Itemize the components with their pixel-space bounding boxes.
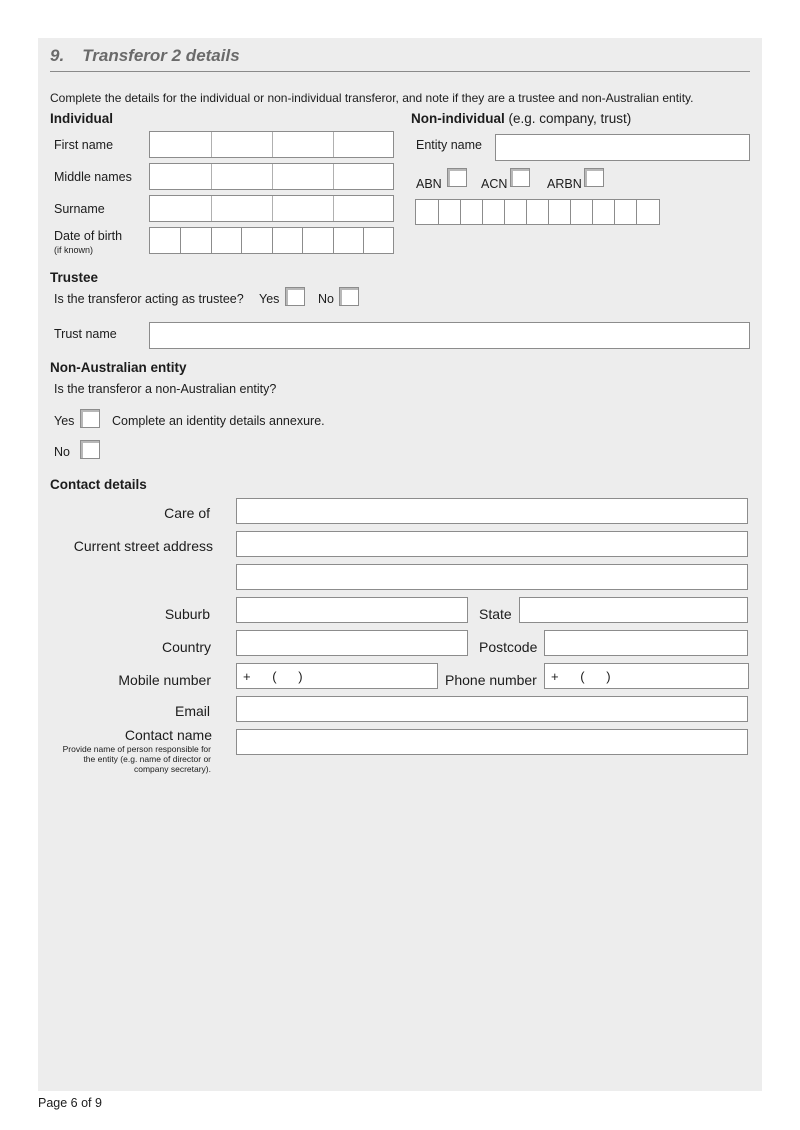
dob-label: Date of birth: [54, 229, 123, 243]
dob-field[interactable]: [149, 227, 394, 254]
section-number: 9.: [50, 46, 65, 65]
abn-acn-number-field[interactable]: [415, 199, 660, 225]
first-name-label: First name: [54, 138, 114, 152]
suburb-label: Suburb: [164, 606, 210, 622]
email-label: Email: [174, 703, 210, 719]
dob-note: (if known): [54, 245, 94, 255]
postcode-label: Postcode: [479, 639, 538, 655]
surname-label: Surname: [54, 202, 105, 216]
non-individual-heading-note: (e.g. company, trust): [504, 111, 632, 126]
non-australian-question: Is the transferor a non-Australian entity?: [54, 382, 277, 396]
contact-name-label: Contact name: [124, 727, 212, 743]
trustee-no-label: No: [318, 292, 334, 306]
state-field[interactable]: [519, 597, 748, 623]
abn-label: ABN: [416, 177, 442, 191]
contact-name-note: Provide name of person responsible for the entity (e.g. name of director or company secretary).: [62, 744, 211, 774]
entity-name-field[interactable]: [495, 134, 750, 161]
title-divider: [50, 71, 750, 72]
care-of-label: Care of: [164, 505, 210, 521]
trustee-no-checkbox[interactable]: [339, 287, 359, 306]
page-number: Page 6 of 9: [38, 1096, 102, 1110]
middle-names-label: Middle names: [54, 170, 132, 184]
trust-name-field[interactable]: [149, 322, 750, 349]
arbn-checkbox[interactable]: [584, 168, 604, 187]
suburb-field[interactable]: [236, 597, 468, 623]
trustee-yes-checkbox[interactable]: [285, 287, 305, 306]
section-title-text: Transferor 2 details: [82, 46, 240, 65]
phone-field[interactable]: [544, 663, 749, 689]
acn-label: ACN: [481, 177, 508, 191]
non-australian-yes-label: Yes: [54, 414, 75, 428]
abn-checkbox[interactable]: [447, 168, 467, 187]
mobile-label: Mobile number: [118, 672, 211, 688]
postcode-field[interactable]: [544, 630, 748, 656]
section-title: [50, 46, 240, 66]
arbn-label: ARBN: [547, 177, 582, 191]
non-australian-no-label: No: [54, 445, 70, 459]
intro-text: Complete the details for the individual or non-individual transferor, and note if they are a trustee and non-Australian entity.: [50, 91, 694, 105]
trustee-heading: Trustee: [50, 270, 99, 285]
acn-checkbox[interactable]: [510, 168, 530, 187]
trust-name-label: Trust name: [54, 327, 117, 341]
trustee-question: Is the transferor acting as trustee?: [54, 292, 244, 306]
phone-format: + ( ): [551, 669, 611, 684]
phone-label: Phone number: [445, 672, 537, 688]
contact-heading: Contact details: [50, 477, 147, 492]
country-label: Country: [161, 639, 211, 655]
contact-name-field[interactable]: [236, 729, 748, 755]
state-label: State: [479, 606, 512, 622]
non-individual-heading: [411, 111, 631, 126]
individual-heading: Individual: [50, 111, 114, 126]
street-address-label: Current street address: [73, 538, 213, 554]
non-individual-heading-text: Non-individual: [411, 111, 505, 126]
email-field[interactable]: [236, 696, 748, 722]
entity-name-label: Entity name: [416, 138, 483, 152]
non-australian-no-checkbox[interactable]: [80, 440, 100, 459]
trustee-yes-label: Yes: [259, 292, 280, 306]
street-address-line1-field[interactable]: [236, 531, 748, 557]
surname-field[interactable]: [149, 195, 394, 222]
care-of-field[interactable]: [236, 498, 748, 524]
street-address-line2-field[interactable]: [236, 564, 748, 590]
first-name-field[interactable]: [149, 131, 394, 158]
mobile-field[interactable]: [236, 663, 438, 689]
non-australian-yes-note: Complete an identity details annexure.: [112, 414, 325, 428]
mobile-format: + ( ): [243, 669, 303, 684]
non-australian-yes-checkbox[interactable]: [80, 409, 100, 428]
non-australian-heading: Non-Australian entity: [50, 360, 187, 375]
country-field[interactable]: [236, 630, 468, 656]
middle-names-field[interactable]: [149, 163, 394, 190]
